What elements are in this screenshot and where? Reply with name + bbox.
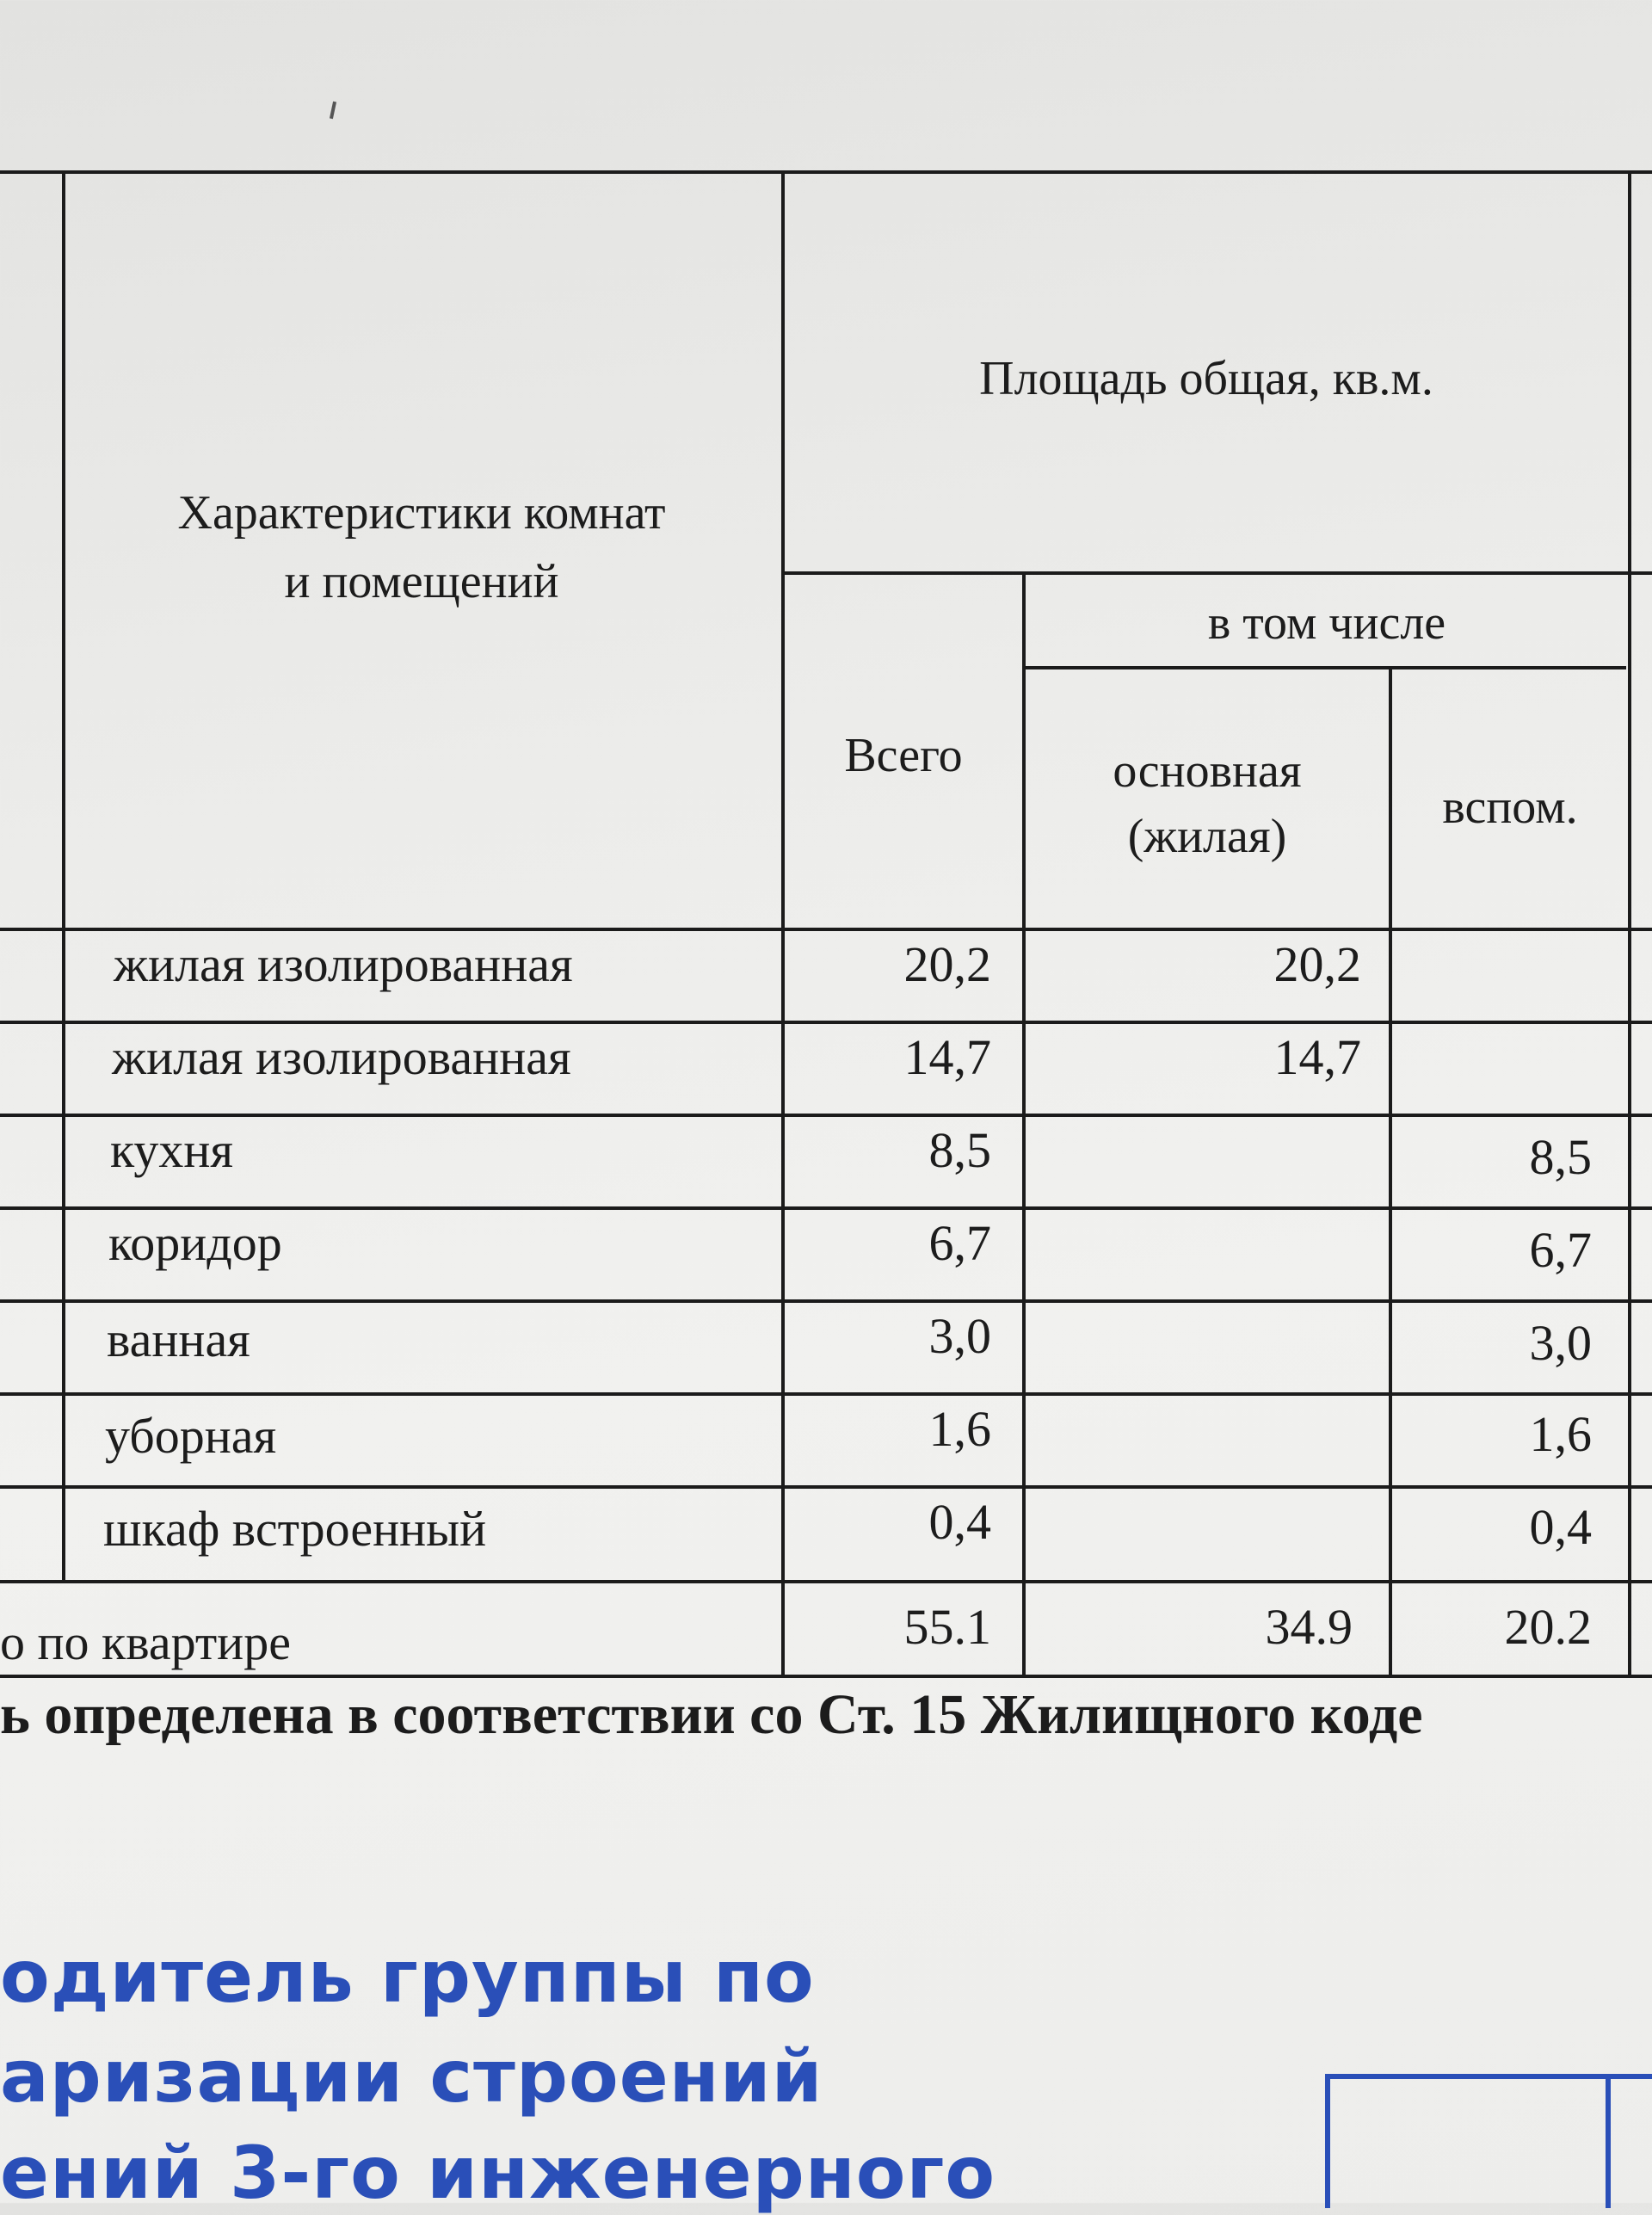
room-total: 6,7	[928, 1215, 991, 1271]
room-main: 14,7	[1273, 1029, 1361, 1085]
room-total: 8,5	[928, 1122, 991, 1178]
header-all: Всего	[844, 729, 963, 782]
room-total: 0,4	[928, 1494, 991, 1550]
header-main-line2: (жилая)	[1127, 810, 1287, 863]
room-aux: 6,7	[1529, 1222, 1592, 1278]
table-top-border	[0, 170, 1652, 174]
header-area-total: Площадь общая, кв.м.	[979, 352, 1433, 405]
row-line-2	[0, 1021, 1652, 1024]
stamp-frame-edge	[1600, 2074, 1652, 2208]
total-all: 55.1	[903, 1599, 991, 1655]
total-label: о по квартире	[0, 1614, 291, 1670]
row-line-7	[0, 1485, 1652, 1489]
room-main: 20,2	[1273, 936, 1361, 992]
room-aux: 8,5	[1529, 1129, 1592, 1185]
room-aux: 1,6	[1529, 1406, 1592, 1462]
room-total: 1,6	[928, 1401, 991, 1457]
room-name: жилая изолированная	[112, 1029, 571, 1085]
stamp-line-1: одитель группы по	[0, 1934, 815, 2019]
header-characteristics-line1: Характеристики комнат	[177, 486, 666, 540]
row-line-8	[0, 1580, 1652, 1583]
room-name: шкаф встроенный	[103, 1501, 487, 1557]
total-main: 34.9	[1265, 1599, 1353, 1655]
header-characteristics-line2: и помещений	[284, 555, 559, 608]
header-including: в том числе	[1207, 596, 1446, 650]
room-aux: 0,4	[1529, 1499, 1592, 1555]
area-subheader-line	[785, 571, 1652, 575]
area-note: ь определена в соответствии со Ст. 15 Жилищного коде	[0, 1683, 1423, 1746]
room-total: 3,0	[928, 1308, 991, 1364]
row-line-3	[0, 1114, 1652, 1117]
total-aux: 20.2	[1504, 1599, 1592, 1655]
room-total: 20,2	[903, 936, 991, 992]
room-name: жилая изолированная	[114, 936, 573, 992]
row-line-6	[0, 1392, 1652, 1396]
row-line-5	[0, 1299, 1652, 1303]
room-name: уборная	[105, 1408, 277, 1464]
col-line-aux	[1628, 170, 1631, 1676]
room-name: коридор	[108, 1215, 282, 1271]
table-bottom-border	[0, 1675, 1652, 1678]
stamp-line-3: ений 3-го инженерного	[0, 2131, 996, 2215]
room-total: 14,7	[903, 1029, 991, 1085]
stamp-line-2: аризации строений	[0, 2034, 823, 2119]
header-aux: вспом.	[1442, 780, 1578, 834]
col-line-index	[62, 170, 65, 1582]
row-line-4	[0, 1206, 1652, 1210]
row-line-1	[0, 928, 1652, 931]
header-main-line1: основная	[1113, 744, 1302, 798]
col-line-total	[1022, 571, 1026, 1676]
pen-mark	[330, 102, 336, 119]
room-aux: 3,0	[1529, 1315, 1592, 1371]
stamp-frame	[1325, 2074, 1611, 2208]
room-name: ванная	[107, 1311, 250, 1367]
room-name: кухня	[110, 1122, 234, 1178]
including-subheader-line	[1024, 666, 1626, 669]
